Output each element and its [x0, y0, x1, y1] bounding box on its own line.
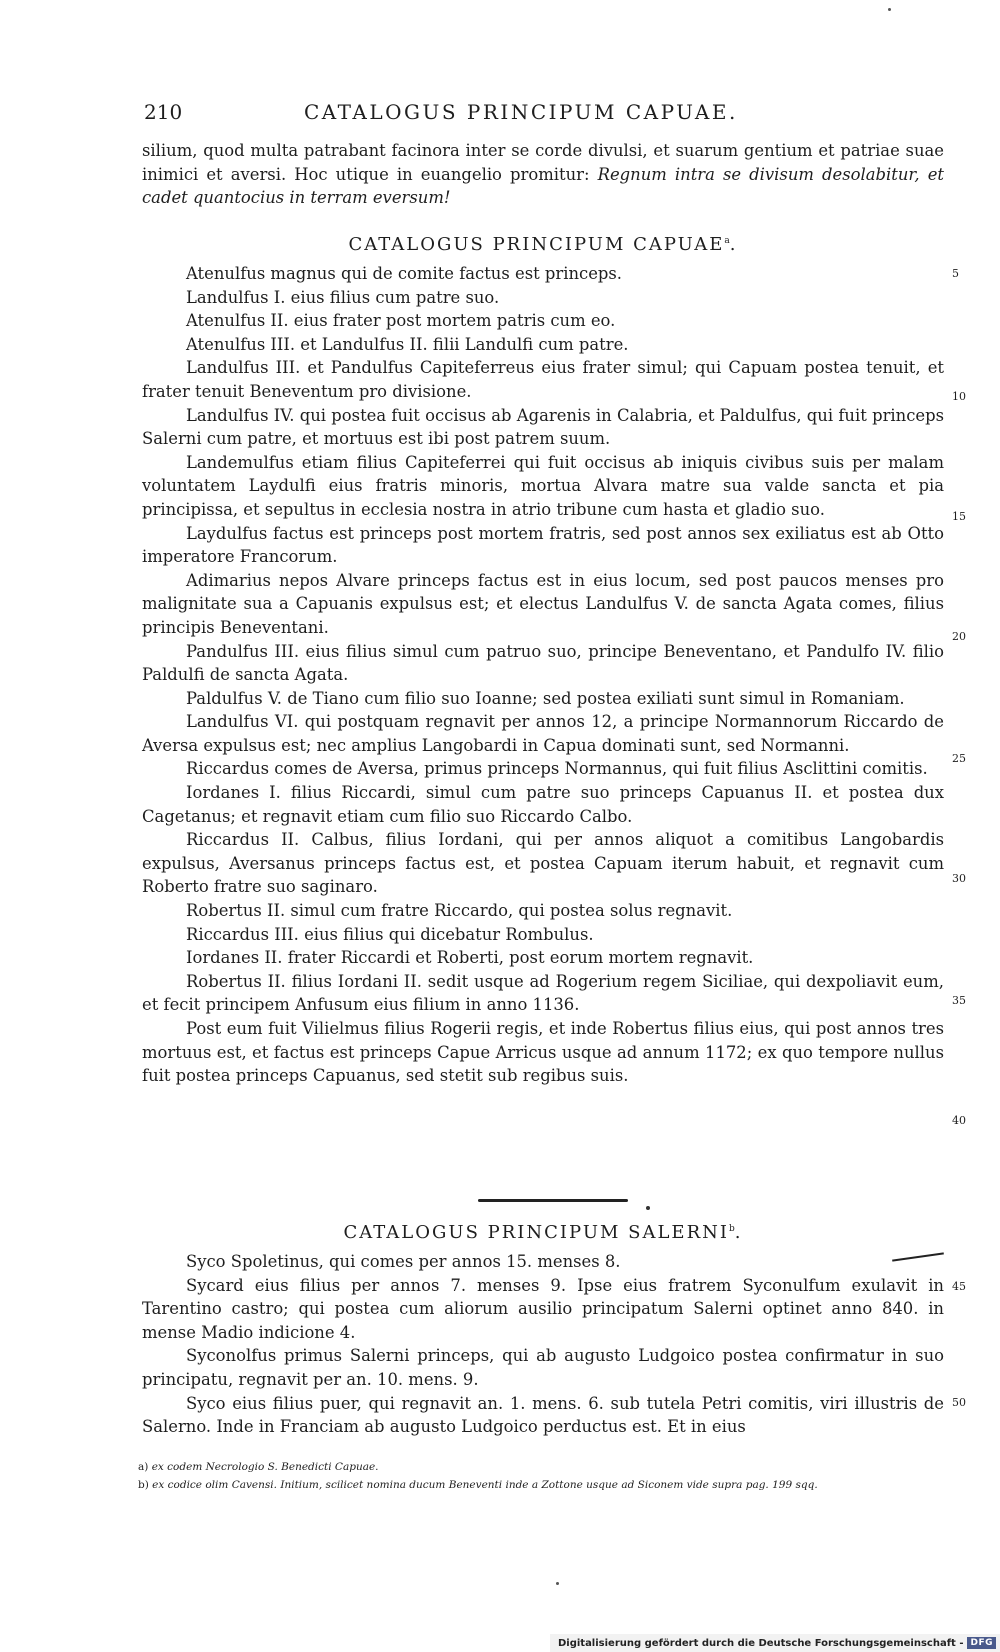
list-item: Iordanes I. filius Riccardi, simul cum patre suo princeps Capuanus II. et postea dux Cagetanus; et regnavit etiam cum filio suo Riccardo Calbo. — [142, 783, 944, 826]
list-item: Landulfus IV. qui postea fuit occisus ab Agarenis in Calabria, et Paldulfus, qui fuit princeps Salerni cum patre, et mortuus est ibi post patrem suum. — [142, 405, 944, 449]
list-item: Robertus II. simul cum fratre Riccardo, qui postea solus regnavit. — [186, 901, 733, 921]
salerno-list — [142, 1250, 944, 1439]
dfg-banner-text: Digitalisierung gefördert durch die Deutsche Forschungsgemeinschaft - — [557, 1637, 964, 1649]
list-item: Paldulfus V. de Tiano cum filio suo Ioanne; sed postea exiliati sunt simul in Romaniam. — [186, 688, 905, 708]
list-item: Iordanes II. frater Riccardi et Roberti, post eorum mortem regnavit. — [186, 948, 754, 968]
line-number: 10 — [952, 390, 966, 403]
footnote-b: b) ex codice olim Cavensi. Initium, scilicet nomina ducum Beneventi inde a Zottone usque ad Siconem vide supra pag. 199 sqq. — [138, 1479, 818, 1491]
line-number: 35 — [952, 994, 966, 1007]
dfg-funding-banner — [550, 1634, 1000, 1652]
footnote-mark-b: b — [728, 1224, 735, 1234]
footnote-mark-a: a — [724, 236, 730, 246]
section-title-salerno: CATALOGUS PRINCIPUM SALERNI$^b$. — [343, 1222, 743, 1243]
running-title: CATALOGUS PRINCIPUM CAPUAE. — [304, 100, 738, 124]
list-item: Syco Spoletinus, qui comes per annos 15. menses 8. — [186, 1252, 621, 1271]
list-item: Pandulfus III. eius filius simul cum patruo suo, principe Beneventano, et Pandulfo IV. filio Paldulfi de sancta Agata. — [142, 641, 944, 685]
list-item: Atenulfus III. et Landulfus II. filii Landulfi cum patre. — [186, 334, 629, 354]
line-number: 40 — [952, 1114, 966, 1127]
line-number: 25 — [952, 752, 966, 765]
intro-text: silium, quod multa patrabant facinora inter se corde divulsi, et suarum gentium et patriae suae inimici et aversi. Hoc utique in euangelio promitur: — [142, 141, 944, 184]
list-item: Laydulfus factus est princeps post mortem fratris, sed post annos sex exiliatus est ab Otto imperatore Francorum. — [142, 523, 944, 567]
intro-paragraph — [142, 139, 944, 210]
list-item: Adimarius nepos Alvare princeps factus est in eius locum, sed post paucos menses pro malignitate sua a Capuanis expulsus est; et electus Landulfus V. de sancta Agata comes, filius principis Beneventani. — [142, 570, 944, 637]
footnotes — [138, 1458, 946, 1494]
section-divider-rule — [478, 1199, 628, 1202]
list-item: Landulfus VI. qui postquam regnavit per annos 12, a principe Normannorum Riccardo de Aversa expulsus est; nec amplius Langobardi in Capua dominati sunt, sed Normanni. — [142, 712, 944, 755]
line-number: 30 — [952, 872, 966, 885]
list-item: Landulfus III. et Pandulfus Capiteferreus eius frater simul; qui Capuam postea tenuit, et frater tenuit Beneventum pro divisione. — [142, 358, 944, 401]
footnote-a: a) ex codem Necrologio S. Benedicti Capuae. — [138, 1461, 379, 1473]
line-number: 20 — [952, 630, 966, 643]
dfg-logo-icon: DFG — [967, 1637, 996, 1649]
running-head — [144, 100, 944, 130]
scan-speck — [556, 1582, 559, 1585]
list-item: Syconolfus primus Salerni princeps, qui ab augusto Ludgoico postea confirmatur in suo principatu, regnavit per an. 10. mens. 9. — [142, 1346, 944, 1389]
list-item: Post eum fuit Vilielmus filius Rogerii regis, et inde Robertus filius eius, qui post annos tres mortuus est, et factus est princeps Capue Arricus usque ad annum 1172; ex quo tempore nullus fuit postea princeps Capuanus, sed stetit sub regibus suis. — [142, 1019, 944, 1086]
list-item: Riccardus II. Calbus, filius Iordani, qui per annos aliquot a comitibus Langobardis expulsus, Aversanus princeps factus est, et postea Capuam iterum habuit, et regnavit cum Roberto fratre suo saginaro. — [142, 830, 944, 897]
capua-list — [142, 262, 944, 1088]
divider-dot — [646, 1206, 650, 1210]
scan-speck — [888, 8, 891, 11]
list-item: Robertus II. filius Iordani II. sedit usque ad Rogerium regem Siciliae, qui dexpoliavit eum, et fecit principem Anfusum eius filium in anno 1136. — [142, 971, 944, 1015]
list-item: Sycard eius filius per annos 7. menses 9. Ipse eius fratrem Syconulfum exulavit in Tarentino castro; qui postea cum aliorum ausilio principatum Salerni optinet anno 840. in mense Madio indicione 4. — [142, 1275, 944, 1342]
line-number: 50 — [952, 1396, 966, 1409]
list-item: Syco eius filius puer, qui regnavit an. 1. mens. 6. sub tutela Petri comitis, viri illustris de Salerno. Inde in Franciam ab augusto Ludgoico perductus est. Et in eius — [142, 1393, 944, 1437]
list-item: Landulfus I. eius filius cum patre suo. — [186, 287, 500, 307]
line-number: 45 — [952, 1280, 966, 1293]
page-number: 210 — [144, 100, 183, 124]
list-item: Landemulfus etiam filius Capiteferrei qui fuit occisus ab iniquis civibus suis per malam voluntatem Laydulfi eius fratris minoris, mortua Alvara matre sua valde sancta et pia principissa, et sepultus in ecclesia nostra in atrio tribune cum hasta et gladio suo. — [142, 452, 944, 519]
line-number: 5 — [952, 267, 959, 280]
list-item: Atenulfus II. eius frater post mortem patris cum eo. — [186, 311, 616, 331]
line-number: 15 — [952, 510, 966, 523]
list-item: Atenulfus magnus qui de comite factus est princeps. — [186, 264, 623, 283]
list-item: Riccardus III. eius filius qui dicebatur Rombulus. — [186, 924, 594, 944]
section-title-capua: CATALOGUS PRINCIPUM CAPUAE$^a$. — [348, 234, 738, 255]
intro-italic-quote: Regnum intra se divisum desolabitur, et cadet quantocius in terram eversum! — [142, 164, 945, 208]
list-item: Riccardus comes de Aversa, primus princeps Normannus, qui fuit filius Asclittini comitis. — [186, 759, 928, 779]
